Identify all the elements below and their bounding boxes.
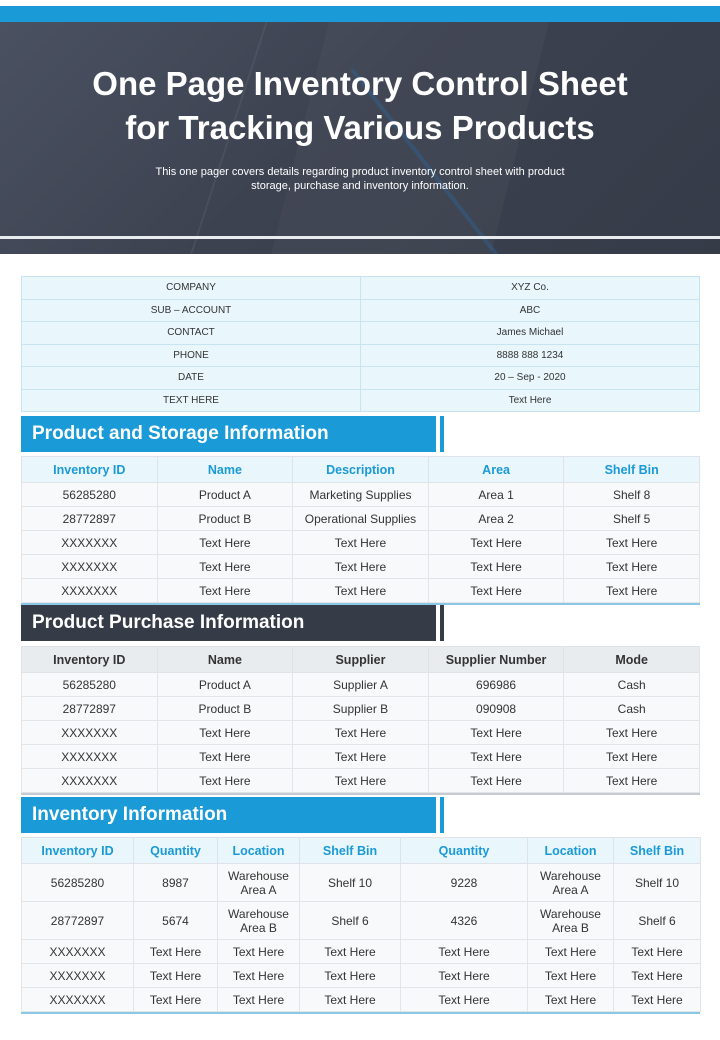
column-header: Area [428,457,564,483]
text-here-value: Text Here [361,389,700,412]
table-cell: Text Here [401,940,528,964]
column-header: Supplier [293,647,429,673]
page-subtitle-line-2: storage, purchase and inventory information. [251,180,469,192]
table-cell: Text Here [614,988,701,1012]
table-row [22,697,700,721]
storage-table [21,456,700,605]
table-cell: Text Here [528,940,614,964]
table-cell: Warehouse Area A [218,864,300,902]
table-row [22,344,700,367]
table-cell: Text Here [614,940,701,964]
purchase-table [21,646,700,795]
table-cell: Text Here [157,531,293,555]
column-header: Description [293,457,429,483]
table-cell: Shelf 10 [300,864,401,902]
table-cell: Operational Supplies [293,507,429,531]
table-cell: XXXXXXX [22,769,158,793]
table-cell: Shelf 8 [564,483,700,507]
table-cell: Text Here [300,988,401,1012]
table-cell: Product A [157,673,293,697]
hero-divider [0,236,720,239]
contact-value: James Michael [361,322,700,345]
table-row [22,299,700,322]
column-header: Quantity [401,838,528,864]
table-cell: Area 2 [428,507,564,531]
table-row [22,745,700,769]
page-title [0,62,720,150]
column-header: Shelf Bin [614,838,701,864]
column-header: Name [157,647,293,673]
table-cell: Text Here [134,940,218,964]
table-cell: Product A [157,483,293,507]
table-cell: Text Here [293,555,429,579]
table-row [22,367,700,390]
table-cell: XXXXXXX [22,555,158,579]
table-cell: Shelf 10 [614,864,701,902]
table-cell: XXXXXXX [22,531,158,555]
table-cell: Area 1 [428,483,564,507]
table-cell: Text Here [428,579,564,603]
table-row [22,769,700,793]
table-cell: XXXXXXX [22,745,158,769]
table-cell: Shelf 6 [614,902,701,940]
column-header: Quantity [134,838,218,864]
table-cell: Text Here [157,555,293,579]
table-cell: Product B [157,507,293,531]
text-here-label: TEXT HERE [22,389,361,412]
table-cell: Text Here [564,579,700,603]
purchase-section-header [21,605,700,641]
table-cell: Text Here [564,555,700,579]
purchase-section-title: Product Purchase Information [21,605,436,641]
table-header-row [22,647,700,673]
column-header: Inventory ID [22,647,158,673]
page-title-line-1: One Page Inventory Control Sheet [92,65,628,102]
table-cell: XXXXXXX [22,579,158,603]
table-cell: Text Here [293,531,429,555]
top-accent-bar [0,6,720,22]
table-cell: Text Here [134,988,218,1012]
table-row [22,940,701,964]
table-cell: Supplier B [293,697,429,721]
storage-section-title: Product and Storage Information [21,416,436,452]
table-row [22,389,700,412]
table-cell: Text Here [293,745,429,769]
table-cell: 28772897 [22,902,134,940]
hero-banner [0,22,720,254]
table-cell: Text Here [528,988,614,1012]
table-cell: Marketing Supplies [293,483,429,507]
column-header: Name [157,457,293,483]
table-cell: Text Here [401,964,528,988]
table-cell: XXXXXXX [22,988,134,1012]
section-tab-accent [440,605,444,641]
table-cell: Cash [564,697,700,721]
table-row [22,531,700,555]
section-tab-accent [440,416,444,452]
column-header: Supplier Number [428,647,564,673]
table-cell: Text Here [157,721,293,745]
table-cell: Text Here [218,988,300,1012]
table-row [22,483,700,507]
column-header: Mode [564,647,700,673]
company-value: XYZ Co. [361,277,700,300]
table-cell: Warehouse Area A [528,864,614,902]
table-row [22,721,700,745]
column-header: Shelf Bin [300,838,401,864]
table-cell: Text Here [564,769,700,793]
table-cell: Text Here [157,745,293,769]
table-cell: 5674 [134,902,218,940]
table-row [22,673,700,697]
column-header: Inventory ID [22,838,134,864]
table-cell: Text Here [300,964,401,988]
table-cell: Text Here [293,769,429,793]
table-cell: Text Here [614,964,701,988]
table-cell: Supplier A [293,673,429,697]
table-cell: XXXXXXX [22,964,134,988]
table-cell: 8987 [134,864,218,902]
inventory-section-header [21,797,700,833]
company-info-table [21,276,700,412]
table-cell: Text Here [564,721,700,745]
table-row [22,902,701,940]
table-cell: Product B [157,697,293,721]
table-cell: 56285280 [22,483,158,507]
table-cell: XXXXXXX [22,940,134,964]
table-cell: Text Here [157,579,293,603]
inventory-table [21,837,700,1014]
table-cell: Text Here [218,940,300,964]
table-cell: Text Here [564,745,700,769]
table-row [22,277,700,300]
table-row [22,864,701,902]
table-cell: Text Here [293,721,429,745]
phone-value: 8888 888 1234 [361,344,700,367]
table-cell: Text Here [428,721,564,745]
storage-section-header [21,416,700,452]
table-cell: 9228 [401,864,528,902]
table-cell: 4326 [401,902,528,940]
phone-label: PHONE [22,344,361,367]
table-cell: 56285280 [22,673,158,697]
table-cell: Shelf 5 [564,507,700,531]
table-cell: XXXXXXX [22,721,158,745]
table-cell: 28772897 [22,697,158,721]
table-row [22,322,700,345]
page-subtitle-line-1: This one pager covers details regarding product inventory control sheet with product [155,166,565,178]
table-cell: Cash [564,673,700,697]
sub-account-value: ABC [361,299,700,322]
sub-account-label: SUB – ACCOUNT [22,299,361,322]
table-header-row [22,838,701,864]
table-row [22,964,701,988]
table-cell: Text Here [428,745,564,769]
table-cell: Text Here [401,988,528,1012]
column-header: Inventory ID [22,457,158,483]
table-row [22,507,700,531]
table-cell: 28772897 [22,507,158,531]
table-cell: 56285280 [22,864,134,902]
table-cell: Warehouse Area B [528,902,614,940]
table-cell: Text Here [218,964,300,988]
section-tab-accent [440,797,444,833]
table-cell: 696986 [428,673,564,697]
table-row [22,988,701,1012]
table-cell: Text Here [528,964,614,988]
column-header: Shelf Bin [564,457,700,483]
page-title-line-2: for Tracking Various Products [125,109,595,146]
table-row [22,579,700,603]
table-cell: Text Here [300,940,401,964]
table-cell: 090908 [428,697,564,721]
table-cell: Text Here [134,964,218,988]
table-cell: Text Here [428,555,564,579]
column-header: Location [218,838,300,864]
page-subtitle [130,165,590,193]
inventory-section-title: Inventory Information [21,797,436,833]
date-label: DATE [22,367,361,390]
company-label: COMPANY [22,277,361,300]
table-cell: Text Here [157,769,293,793]
table-cell: Text Here [428,769,564,793]
table-cell: Warehouse Area B [218,902,300,940]
table-row [22,555,700,579]
column-header: Location [528,838,614,864]
table-cell: Text Here [564,531,700,555]
table-header-row [22,457,700,483]
table-cell: Text Here [293,579,429,603]
table-cell: Shelf 6 [300,902,401,940]
table-cell: Text Here [428,531,564,555]
date-value: 20 – Sep - 2020 [361,367,700,390]
contact-label: CONTACT [22,322,361,345]
